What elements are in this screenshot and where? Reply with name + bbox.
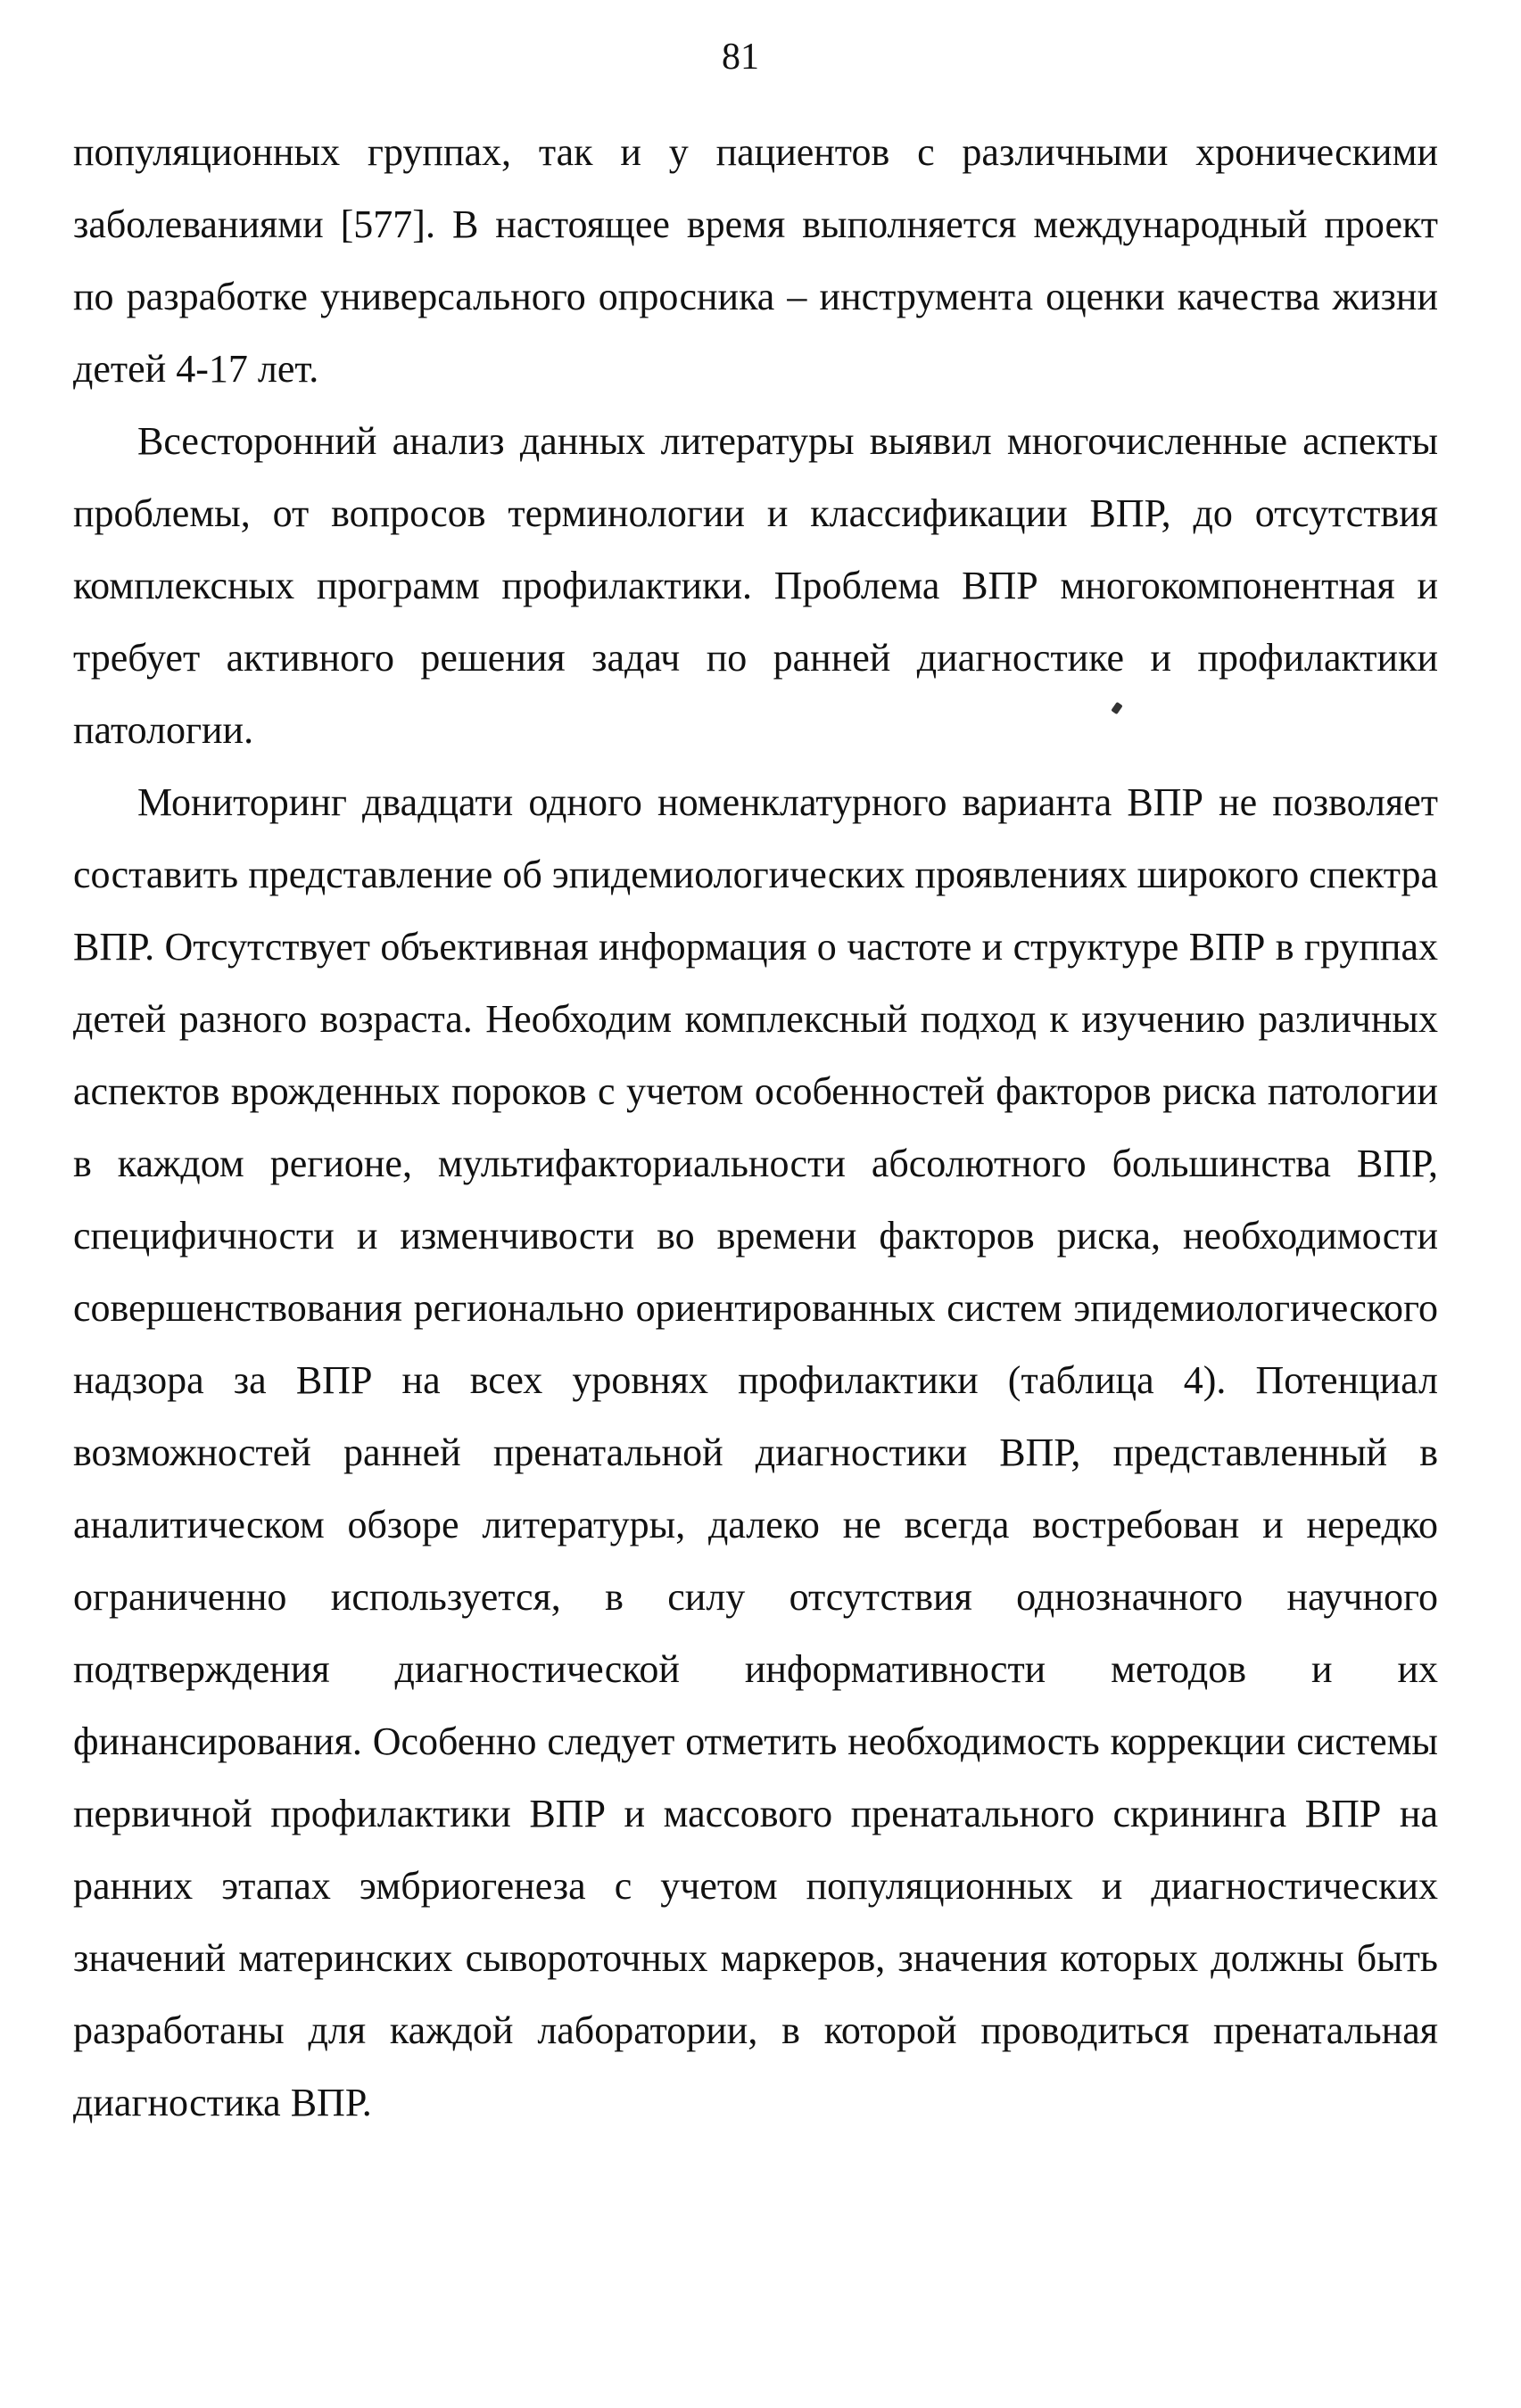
body-text (73, 116, 1438, 2139)
page-number: 81 (722, 37, 759, 78)
paragraph-literature-analysis: Всесторонний анализ данных литературы выявил многочисленные аспекты проблемы, от вопросов терминологии и классификации ВПР, до отсутствия комплексных программ профилактики. Проблема ВПР многокомпонентная и требует активного решения задач по ранней диагностике и профилактики патологии. (73, 419, 1438, 752)
paragraph-continuation: популяционных группах, так и у пациентов с различными хроническими заболеваниями [577]. В настоящее время выполняется международный проект по разработке универсального опросника – инструмента оценки качества жизни детей 4-17 лет. (73, 130, 1438, 391)
paragraph-monitoring: Мониторинг двадцати одного номенклатурного варианта ВПР не позволяет составить представление об эпидемиологических проявлениях широкого спектра ВПР. Отсутствует объективная информация о частоте и структуре ВПР в группах детей разного возраста. Необходим комплексный подход к изучению различных аспектов врожденных пороков с учетом особенностей факторов риска патологии в каждом регионе, мультифакториальности абсолютного большинства ВПР, специфичности и изменчивости во времени факторов риска, необходимости совершенствования регионально ориентированных систем эпидемиологического надзора за ВПР на всех уровнях профилактики (таблица 4). Потенциал возможностей ранней пренатальной диагностики ВПР, представленный в аналитическом обзоре литературы, далеко не всегда востребован и нередко ограниченно используется, в силу отсутствия однозначного научного подтверждения диагностической информативности методов и их финансирования. Особенно следует отметить необходимость коррекции системы первичной профилактики ВПР и массового пренатального скрининга ВПР на ранних этапах эмбриогенеза с учетом популяционных и диагностических значений материнских сывороточных маркеров, значения которых должны быть разработаны для каждой лаборатории, в которой проводиться пренатальная диагностика ВПР. (73, 780, 1438, 2124)
